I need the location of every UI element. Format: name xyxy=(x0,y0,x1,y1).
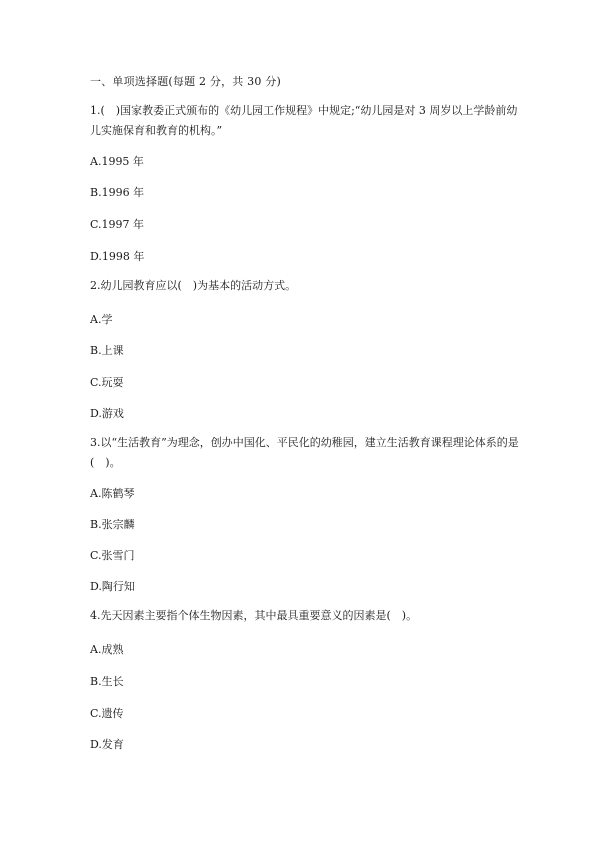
question-2-option-a: A.学 xyxy=(90,313,113,326)
question-1-option-d: D.1998 年 xyxy=(90,250,145,263)
question-3-option-a: A.陈鹤琴 xyxy=(90,487,135,500)
question-4-option-c: C.遗传 xyxy=(90,707,124,720)
question-4-option-d: D.发育 xyxy=(90,738,124,751)
question-1-option-c: C.1997 年 xyxy=(90,218,145,231)
question-1-option-b: B.1996 年 xyxy=(90,186,145,199)
question-2-option-b: B.上课 xyxy=(90,344,124,357)
question-2-option-d: D.游戏 xyxy=(90,407,124,420)
question-3-option-c: C.张雪门 xyxy=(90,549,135,562)
question-3-stem: 3.以“生活教育”为理念，创办中国化、平民化的幼稚园，建立生活教育课程理论体系的是( )。 xyxy=(90,436,519,469)
question-3-option-d: D.陶行知 xyxy=(90,580,135,593)
question-1-option-a: A.1995 年 xyxy=(90,155,144,168)
question-4-stem: 4.先天因素主要指个体生物因素，其中最具重要意义的因素是( )。 xyxy=(90,609,418,622)
question-3-option-b: B.张宗麟 xyxy=(90,518,135,531)
question-2-stem: 2.幼儿园教育应以( )为基本的活动方式。 xyxy=(90,279,297,292)
question-4-option-a: A.成熟 xyxy=(90,643,124,656)
question-1-stem: 1.( )国家教委正式颁布的《幼儿园工作规程》中规定;“幼儿园是对 3 周岁以上学龄前幼儿实施保育和教育的机构。” xyxy=(90,104,518,137)
section-heading: 一、单项选择题(每题 2 分，共 30 分) xyxy=(90,75,281,88)
question-2-option-c: C.玩耍 xyxy=(90,376,124,389)
question-4-option-b: B.生长 xyxy=(90,675,124,688)
